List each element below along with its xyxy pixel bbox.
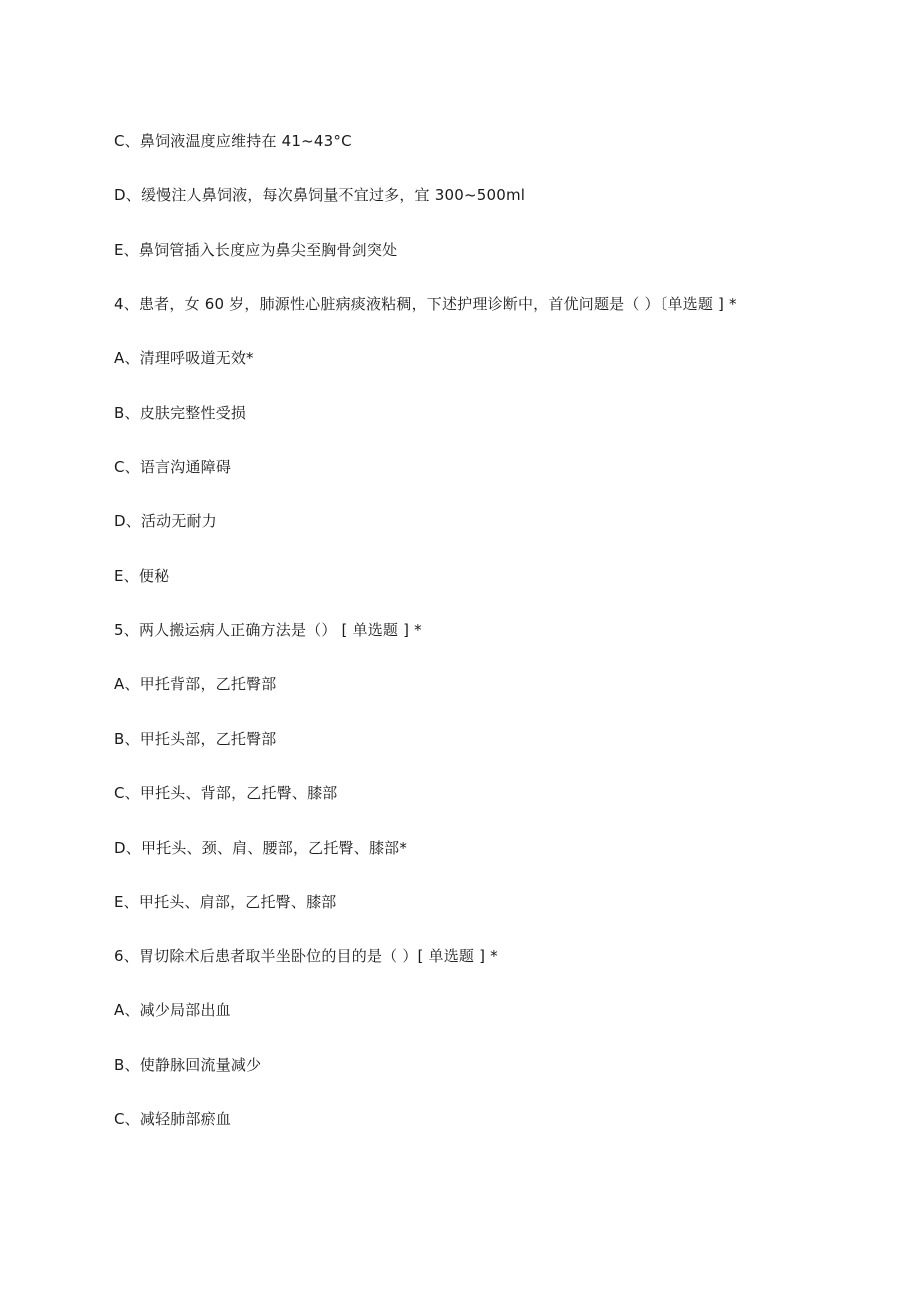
option-e-q3: E、鼻饲管插入长度应为鼻尖至胸骨剑突处: [114, 241, 398, 259]
option-a-q4: A、清理呼吸道无效*: [114, 349, 254, 367]
option-b-q5: B、甲托头部，乙托臀部: [114, 730, 277, 748]
question-6: 6、胃切除术后患者取半坐卧位的目的是（ ）[ 单选题 ] *: [114, 947, 498, 965]
option-c-q5: C、甲托头、背部，乙托臀、膝部: [114, 784, 338, 802]
option-d-q5: D、甲托头、颈、肩、腰部，乙托臀、膝部*: [114, 839, 408, 857]
option-d-q4: D、活动无耐力: [114, 512, 217, 530]
option-d-q3: D、缓慢注人鼻饲液，每次鼻饲量不宜过多，宜 300~500ml: [114, 186, 526, 204]
option-b-q4: B、皮肤完整性受损: [114, 404, 247, 422]
option-e-q4: E、便秘: [114, 567, 170, 585]
option-a-q5: A、甲托背部，乙托臀部: [114, 675, 277, 693]
question-4: 4、患者，女 60 岁，肺源性心脏病痰液粘稠，下述护理诊断中，首优问题是（ ）〔单选题 ] *: [114, 295, 737, 313]
option-c-q6: C、减轻肺部瘀血: [114, 1110, 232, 1128]
question-5: 5、两人搬运病人正确方法是（） [ 单选题 ] *: [114, 621, 422, 639]
option-a-q6: A、减少局部出血: [114, 1001, 231, 1019]
option-c-q4: C、语言沟通障碍: [114, 458, 232, 476]
option-c-q3: C、鼻饲液温度应维持在 41~43°C: [114, 132, 352, 150]
option-b-q6: B、使静脉回流量减少: [114, 1056, 262, 1074]
option-e-q5: E、甲托头、肩部，乙托臀、膝部: [114, 893, 337, 911]
